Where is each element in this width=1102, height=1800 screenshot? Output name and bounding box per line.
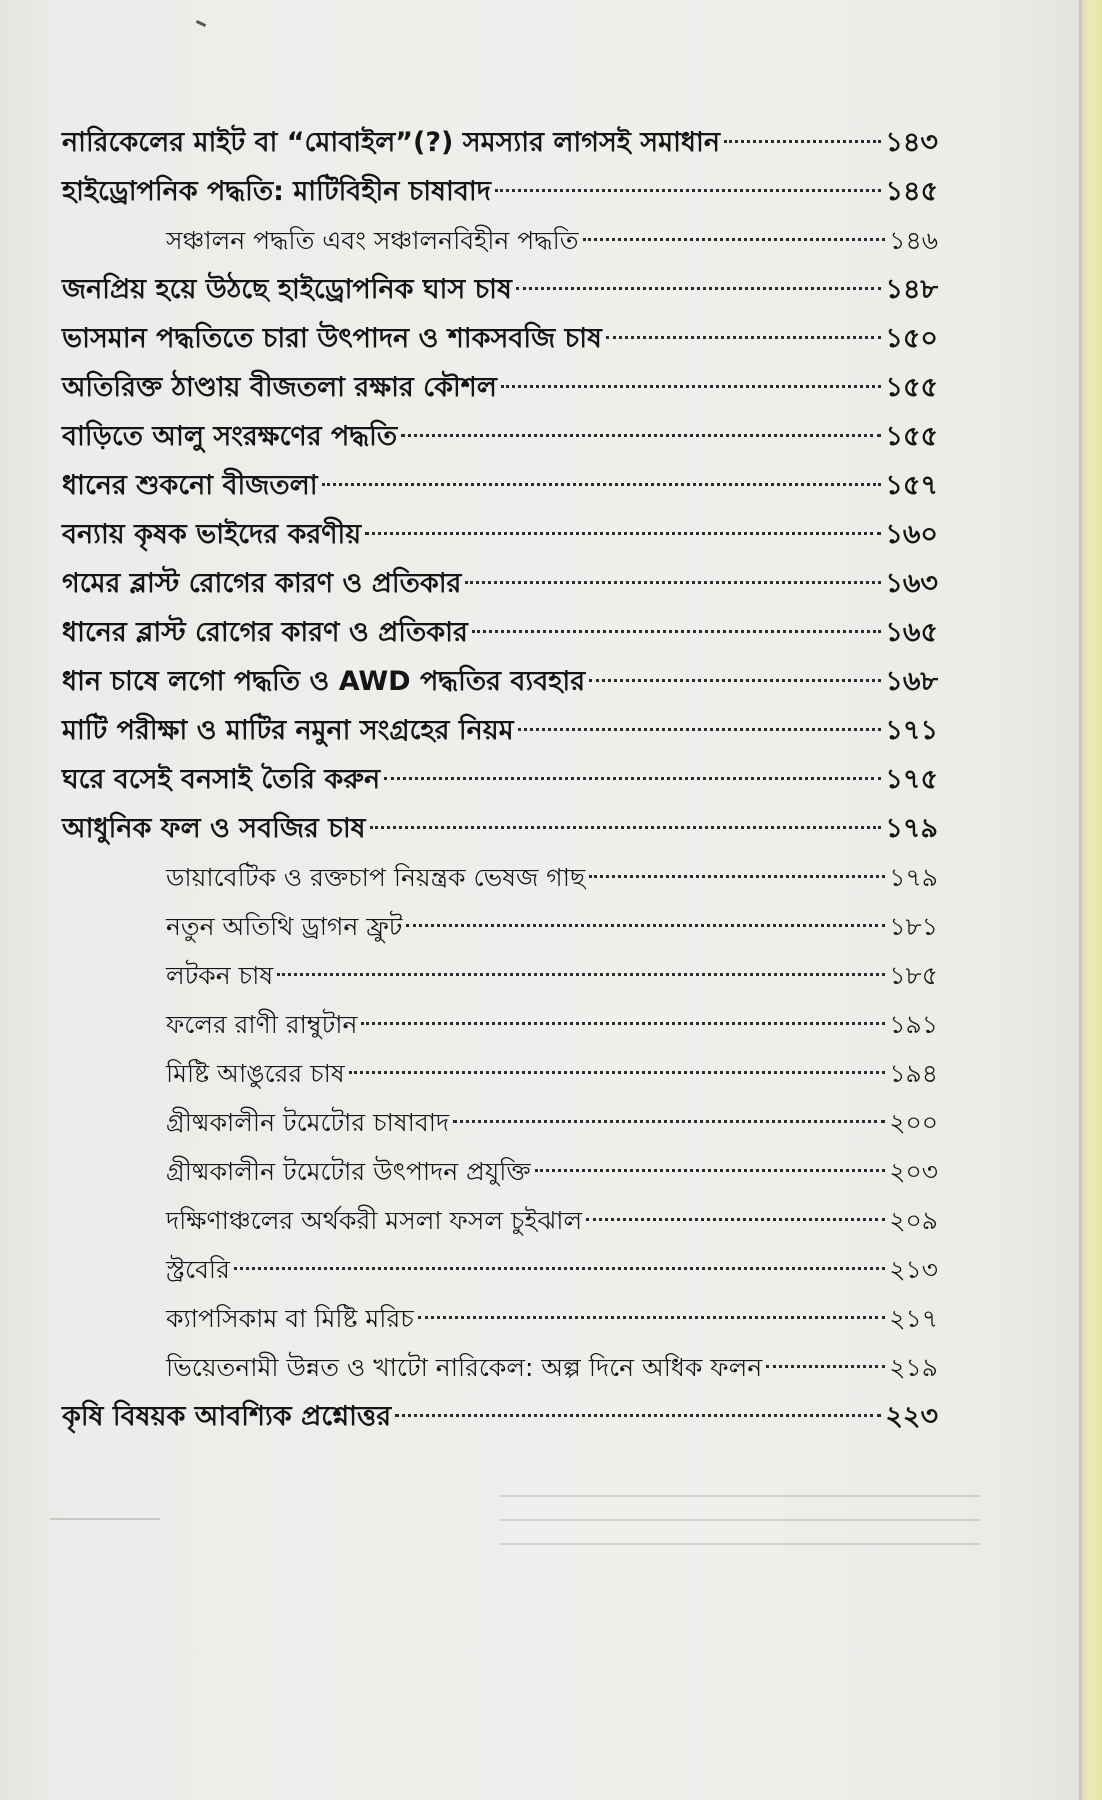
toc-page-number: ১৭৫ [885, 764, 938, 795]
toc-entry-title: স্ট্রবেরি [166, 1255, 230, 1284]
toc-page-number: ১৯১ [889, 1010, 938, 1039]
toc-entry-title: আধুনিক ফল ও সবজির চাষ [62, 813, 366, 844]
show-through-text [500, 1495, 980, 1565]
toc-entry-title: ধানের ব্লাস্ট রোগের কারণ ও প্রতিকার [62, 617, 468, 648]
dot-leader [406, 924, 885, 927]
dot-leader [535, 1169, 886, 1172]
toc-entry-title: সঞ্চালন পদ্ধতি এবং সঞ্চালনবিহীন পদ্ধতি [166, 226, 579, 255]
toc-entry-title: ভিয়েতনামী উন্নত ও খাটো নারিকেল: অল্প দিনে অধিক ফলন [166, 1353, 763, 1382]
dot-leader [495, 189, 882, 192]
dot-leader [606, 336, 881, 339]
dot-leader [465, 581, 881, 584]
toc-page-number: ১৬৮ [885, 666, 938, 697]
toc-entry [62, 461, 938, 510]
toc-page-number: ২১৩ [889, 1255, 938, 1284]
page-smudge [50, 1518, 160, 1520]
toc-page-number: ২২৩ [885, 1401, 938, 1432]
dot-leader [453, 1120, 885, 1123]
toc-page-number: ১৮৫ [889, 961, 938, 990]
toc-entry-title: ভাসমান পদ্ধতিতে চারা উৎপাদন ও শাকসবজি চাষ [62, 323, 602, 354]
toc-entry [62, 118, 938, 167]
toc-entry-title: গ্রীষ্মকালীন টমেটোর চাষাবাদ [166, 1108, 450, 1137]
toc-entry [62, 314, 938, 363]
toc-page-number: ১৪৩ [885, 127, 938, 158]
toc-entry [62, 510, 938, 559]
toc-page-number: ১৭১ [885, 715, 938, 746]
dot-leader [766, 1365, 885, 1368]
toc-entry-title: অতিরিক্ত ঠাণ্ডায় বীজতলা রক্ষার কৌশল [62, 372, 497, 403]
toc-page-number: ২১৯ [889, 1353, 938, 1382]
toc-entry-title: ঘরে বসেই বনসাই তৈরি করুন [62, 764, 381, 795]
toc-subentry [62, 951, 938, 1000]
toc-entry [62, 265, 938, 314]
toc-entry-title: নতুন অতিথি ড্রাগন ফ্রুট [166, 912, 403, 941]
dot-leader [583, 238, 886, 241]
toc-page-number: ২০৩ [889, 1157, 938, 1186]
toc-page-number: ১৪৫ [885, 176, 938, 207]
toc-entry [62, 657, 938, 706]
toc-entry-title: দক্ষিণাঞ্চলের অর্থকরী মসলা ফসল চুইঝাল [166, 1206, 583, 1235]
dot-leader [586, 1218, 885, 1221]
toc-subentry [62, 1196, 938, 1245]
dot-leader [418, 1316, 886, 1319]
dot-leader [472, 630, 882, 633]
toc-subentry [62, 1049, 938, 1098]
toc-entry-title: গ্রীষ্মকালীন টমেটোর উৎপাদন প্রযুক্তি [166, 1157, 531, 1186]
toc-entry-title: মাটি পরীক্ষা ও মাটির নমুনা সংগ্রহের নিয়ম [62, 715, 514, 746]
dot-leader [370, 826, 882, 829]
toc-subentry [62, 216, 938, 265]
dot-leader [365, 532, 881, 535]
toc-entry-title: ফলের রাণী রাম্বুটান [166, 1010, 358, 1039]
dot-leader [724, 140, 881, 143]
dot-leader [349, 1071, 886, 1074]
toc-entry [62, 363, 938, 412]
toc-subentry [62, 853, 938, 902]
dot-leader [384, 777, 881, 780]
toc-page-number: ১৬৩ [885, 568, 938, 599]
toc-entry-title: জনপ্রিয় হয়ে উঠছে হাইড্রোপনিক ঘাস চাষ [62, 274, 512, 305]
toc-entry-title: হাইড্রোপনিক পদ্ধতি: মাটিবিহীন চাষাবাদ [62, 176, 491, 207]
toc-subentry [62, 1098, 938, 1147]
toc-entry-title: মিষ্টি আঙুরের চাষ [166, 1059, 345, 1088]
toc-page-number: ১৬৫ [885, 617, 938, 648]
toc-page-number: ২০০ [889, 1108, 938, 1137]
toc-page-number: ১৭৯ [885, 813, 938, 844]
page-edge [1082, 0, 1102, 1800]
toc-entry-title: ডায়াবেটিক ও রক্তচাপ নিয়ন্ত্রক ভেষজ গাছ [166, 863, 586, 892]
toc-entry [62, 755, 938, 804]
dot-leader [518, 728, 882, 731]
dot-leader [395, 1414, 881, 1417]
toc-page-number: ১৫৫ [885, 421, 938, 452]
toc-entry [62, 412, 938, 461]
toc-page-number: ২০৯ [889, 1206, 938, 1235]
toc-subentry [62, 902, 938, 951]
toc-entry-title: লটকন চাষ [166, 961, 274, 990]
toc-page-number: ১৫৭ [885, 470, 938, 501]
toc-page-number: ১৫৫ [885, 372, 938, 403]
toc-page-number: ১৬০ [885, 519, 938, 550]
toc-entry [62, 804, 938, 853]
toc-page-number: ২১৭ [889, 1304, 938, 1333]
toc-entry [62, 608, 938, 657]
table-of-contents [62, 118, 938, 1441]
toc-entry-title: গমের ব্লাস্ট রোগের কারণ ও প্রতিকার [62, 568, 462, 599]
toc-entry [62, 167, 938, 216]
toc-entry [62, 559, 938, 608]
dot-leader [589, 679, 881, 682]
toc-entry [62, 706, 938, 755]
toc-entry [62, 1392, 938, 1441]
toc-page-number: ১৫০ [885, 323, 938, 354]
toc-subentry [62, 1343, 938, 1392]
dot-leader [401, 434, 881, 437]
toc-page-number: ১৭৯ [889, 863, 938, 892]
toc-page-number: ১৪৬ [889, 226, 938, 255]
toc-subentry [62, 1000, 938, 1049]
dot-leader [361, 1022, 885, 1025]
toc-subentry [62, 1147, 938, 1196]
toc-subentry [62, 1245, 938, 1294]
dot-leader [589, 875, 885, 878]
toc-page-number: ১৪৮ [885, 274, 938, 305]
toc-entry-title: বাড়িতে আলু সংরক্ষণের পদ্ধতি [62, 421, 398, 452]
print-mark [196, 20, 206, 27]
dot-leader [277, 973, 885, 976]
toc-page-number: ১৯৪ [889, 1059, 938, 1088]
toc-entry-title: বন্যায় কৃষক ভাইদের করণীয় [62, 519, 362, 550]
toc-entry-title: নারিকেলের মাইট বা “মোবাইল”(?) সমস্যার লাগসই সমাধান [62, 127, 720, 158]
toc-entry-title: কৃষি বিষয়ক আবশ্যিক প্রশ্নোত্তর [62, 1401, 392, 1432]
dot-leader [234, 1267, 885, 1270]
toc-entry-title: ধানের শুকনো বীজতলা [62, 470, 318, 501]
dot-leader [516, 287, 882, 290]
dot-leader [322, 483, 882, 486]
toc-entry-title: ধান চাষে লগো পদ্ধতি ও AWD পদ্ধতির ব্যবহার [62, 666, 586, 697]
dot-leader [501, 385, 882, 388]
toc-entry-title: ক্যাপসিকাম বা মিষ্টি মরিচ [166, 1304, 414, 1333]
toc-page-number: ১৮১ [889, 912, 938, 941]
toc-subentry [62, 1294, 938, 1343]
